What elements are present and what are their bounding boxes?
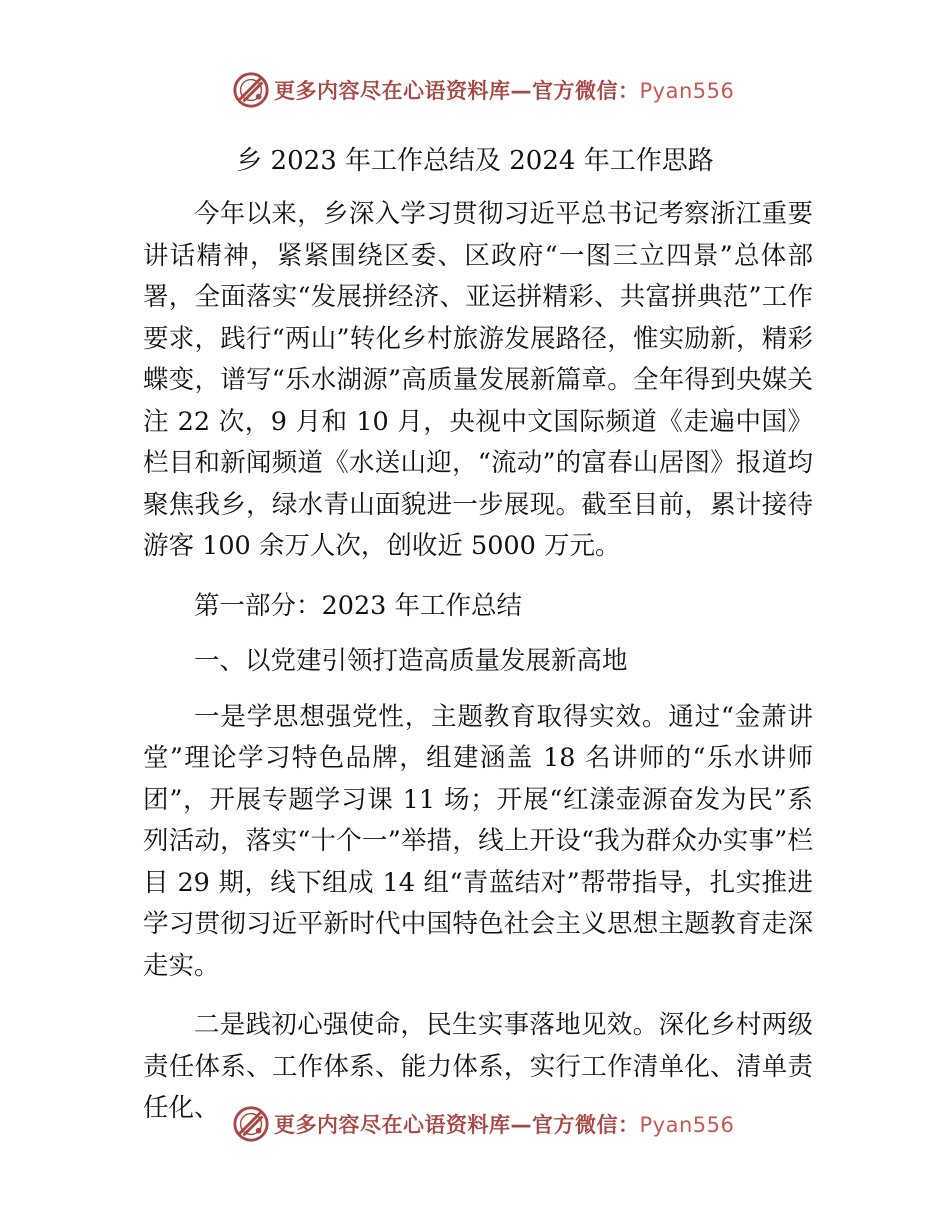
document-body (143, 194, 813, 1130)
intro-paragraph: 今年以来，乡深入学习贯彻习近平总书记考察浙江重要讲话精神，紧紧围绕区委、区政府“一图三立四景”总体部署，全面落实“发展拼经济、亚运拼精彩、共富拼典范”工作要求，践行“两山”转化乡村旅游发展路径，惟实励新，精彩蝶变，谱写“乐水湖源”高质量发展新篇章。全年得到央媒关注 22 次，9 月和 10 月，央视中文国际频道《走遍中国》栏目和新闻频道《水送山迎，“流动”的富春山居图》报道均聚焦我乡，绿水青山面貌进一步展现。截至目前，累计接待游客 100 余万人次，创收近 5000 万元。 (143, 199, 813, 561)
watermark-label: 更多内容尽在心语资料库—官方微信： (274, 79, 640, 103)
section-heading-part-one: 第一部分：2023 年工作总结 (194, 590, 523, 621)
footer-watermark-banner (232, 1104, 734, 1144)
watermark-text (274, 1109, 734, 1139)
document-title: 乡 2023 年工作总结及 2024 年工作思路 (236, 146, 714, 176)
body-paragraph-first-point: 一是学思想强党性，主题教育取得实效。通过“金萧讲堂”理论学习特色品牌，组建涵盖 18 名讲师的“乐水讲师团”，开展专题学习课 11 场；开展“红漾壶源奋发为民”系列活动，落实“十个一”举措，线上开设“我为群众办实事”栏目 29 期，线下组成 14 组“青蓝结对”帮带指导，扎实推进学习贯彻习近平新时代中国特色社会主义思想主题教育走深走实。 (143, 701, 813, 981)
watermark-label: 更多内容尽在心语资料库—官方微信： (274, 1113, 640, 1137)
subsection-heading-one: 一、以党建引领打造高质量发展新高地 (194, 646, 628, 676)
watermark-text (274, 75, 734, 105)
watermark-wechat-id: Pyan556 (639, 1113, 735, 1137)
header-watermark-banner (232, 70, 734, 110)
body-paragraph-second-point: 二是践初心强使命，民生实事落地见效。深化乡村两级责任体系、工作体系、能力体系，实行工作清单化、清单责任化、 (143, 1010, 813, 1123)
seal-logo-icon (232, 1105, 270, 1143)
watermark-wechat-id: Pyan556 (639, 79, 735, 103)
seal-logo-icon (232, 71, 270, 109)
